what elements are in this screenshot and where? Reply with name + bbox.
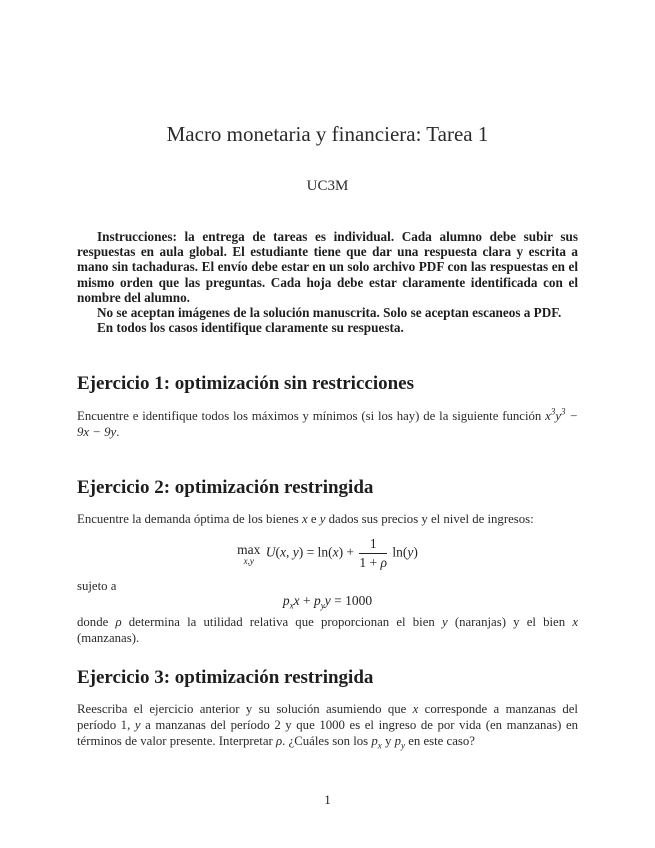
exercise-2-intro-text-a: Encuentre la demanda óptima de los bienes <box>77 512 299 526</box>
utility-maximization-equation: max x,y U(x, y) = ln(x) + $\frac{1}{1 + \rho}$ ln(y) <box>237 536 418 570</box>
exercise-3-text: Reescriba el ejercicio anterior y su solución asumiendo que x corresponde a manzanas del período 1, y a manzanas del período 2 y que 1000 es el ingreso de por vida (en manzanas) en términos de valor presente. Interpretar ρ. ¿Cuáles son los $p_x$ y $p_y$ en este caso? <box>77 702 579 751</box>
instructions-paragraph-3: En todos los casos identifique claramente su respuesta. <box>97 320 404 336</box>
instructions-paragraph-1: Instrucciones: la entrega de tareas es individual. Cada alumno debe subir sus respuestas en aula global. El estudiante tiene que dar una respuesta clara y escrita a mano sin tachaduras. El envío debe estar en un solo archivo PDF con las respuestas en el mismo orden que las preguntas. Cada hoja debe estar claramente identificada con el nombre del alumno. <box>77 229 578 305</box>
instructions-paragraph-2: No se aceptan imágenes de la solución manuscrita. Solo se aceptan escaneos a PDF. <box>97 305 562 321</box>
page-number: 1 <box>324 792 331 807</box>
exercise-2-intro: Encuentre la demanda óptima de los bienes x e y dados sus precios y el nivel de ingresos: <box>77 512 534 526</box>
instructions-block <box>77 229 578 335</box>
exercise-2-intro-text-b: dados sus precios y el nivel de ingresos: <box>328 512 534 526</box>
document-author: UC3M <box>306 178 349 194</box>
exercise-2-explanation: donde ρ determina la utilidad relativa que proporcionan el bien y (naranjas) y el bien x (manzanas). <box>77 615 578 645</box>
subject-to-label: sujeto a <box>77 579 117 593</box>
document-title: Macro monetaria y financiera: Tarea 1 <box>166 122 489 146</box>
exercise-2-heading: Ejercicio 2: optimización restringida <box>77 477 374 498</box>
exercise-3-heading: Ejercicio 3: optimización restringida <box>77 667 374 688</box>
exercise-1-text: Encuentre e identifique todos los máximos y mínimos (si los hay) de la siguiente función $x^3y^3 - 9x - 9y$. <box>77 406 578 439</box>
exercise-1-function: $x^3y^3 - 9x - 9y$ <box>77 406 578 439</box>
exercise-1-heading: Ejercicio 1: optimización sin restricciones <box>77 373 414 394</box>
budget-constraint-equation: $p_xx + p_yy = 1000$ <box>282 593 373 611</box>
exercise-1-statement: Encuentre e identifique todos los máximos y mínimos (si los hay) de la siguiente función <box>77 409 542 423</box>
